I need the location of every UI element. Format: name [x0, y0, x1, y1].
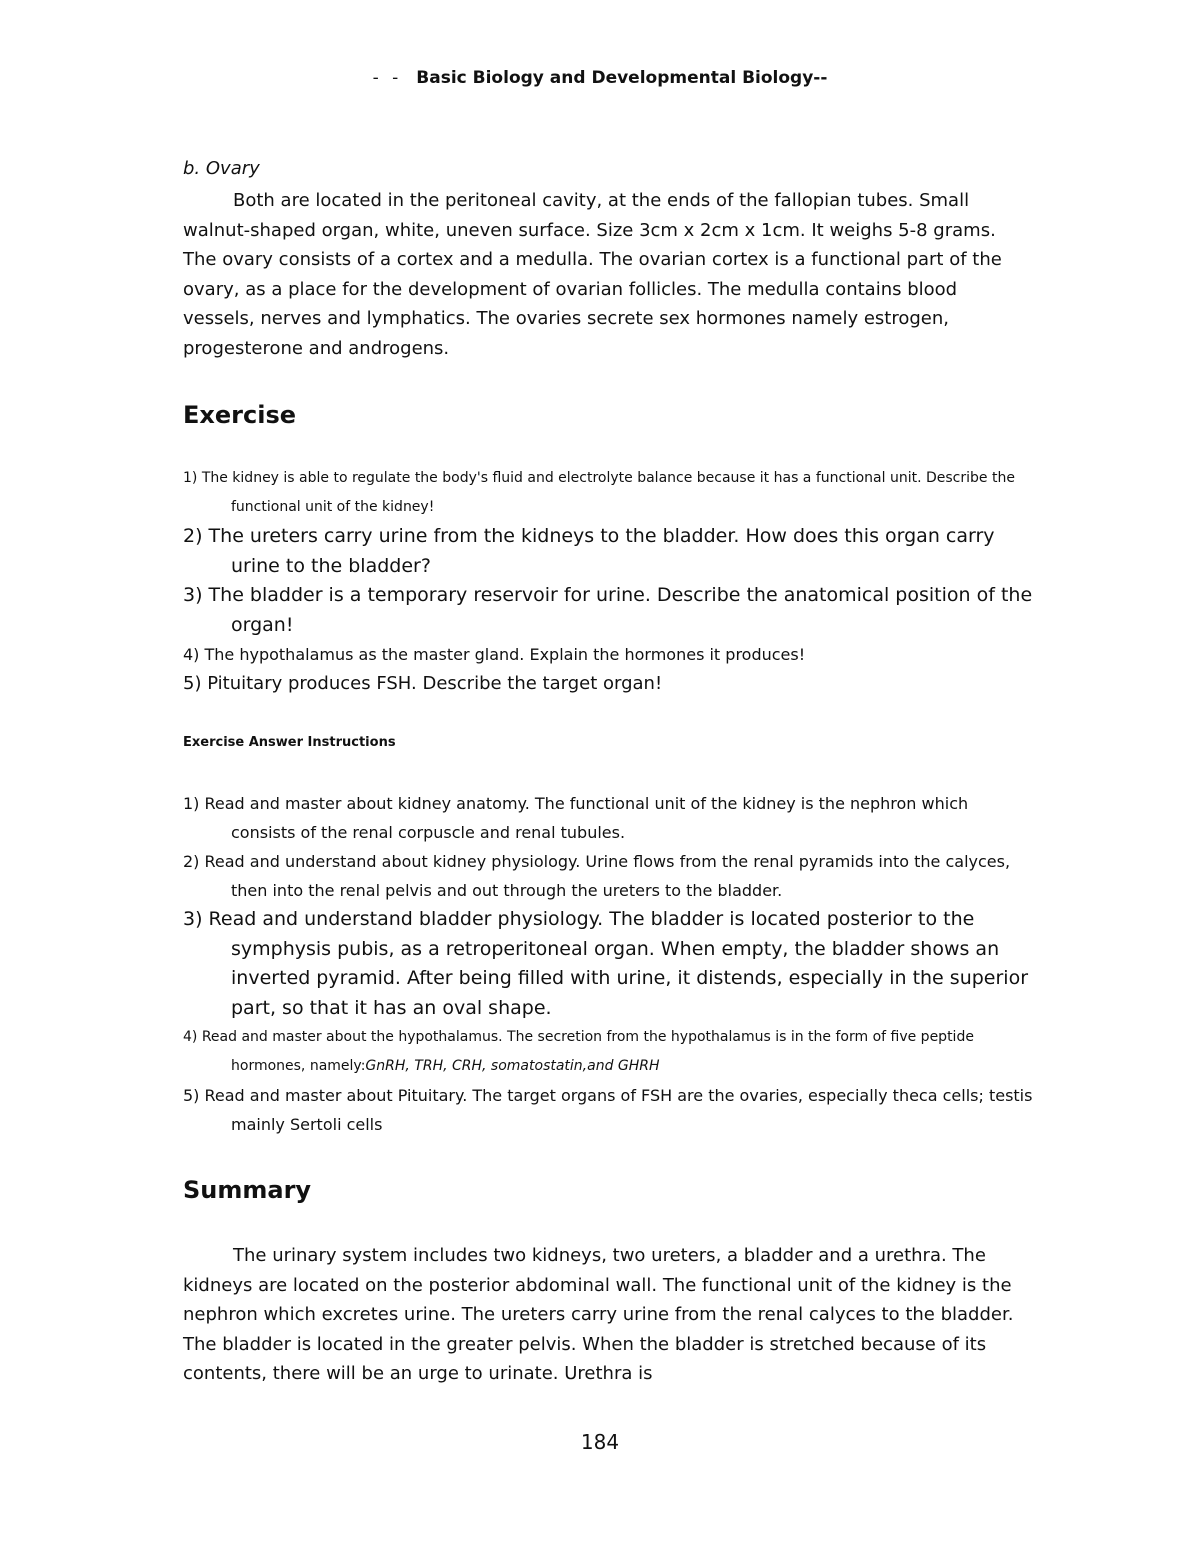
answer-item-4-text: 4) Read and master about the hypothalamus. The secretion from the hypothalamus is in the form of five peptide hormones, namely:	[183, 1029, 974, 1074]
ovary-paragraph	[183, 186, 1033, 363]
answer-item-2: 2) Read and understand about kidney physiology. Urine flows from the renal pyramids into the calyces, then into the renal pelvis and out through the ureters to the bladder.	[183, 852, 1011, 900]
answer-list	[183, 789, 1033, 1139]
summary-paragraph-text: The urinary system includes two kidneys, two ureters, a bladder and a urethra. The kidneys are located on the posterior abdominal wall. The functional unit of the kidney is the nephron which excretes urine. The ureters carry urine from the renal calyces to the bladder. The bladder is located in the greater pelvis. When the bladder is stretched because of its contents, there will be an urge to urinate. Urethra is	[183, 1245, 1014, 1384]
answer-item-4-hormones: GnRH, TRH, CRH, somatostatin,and GHRH	[365, 1058, 660, 1074]
exercise-item-5: 5) Pituitary produces FSH. Describe the target organ!	[183, 673, 663, 694]
ovary-paragraph-text: Both are located in the peritoneal cavity, at the ends of the fallopian tubes. Small walnut-shaped organ, white, uneven surface. Size 3cm x 2cm x 1cm. It weighs 5-8 grams. The ovary consists of a cortex and a medulla. The ovarian cortex is a functional part of the ovary, as a place for the development of ovarian follicles. The medulla contains blood vessels, nerves and lymphatics. The ovaries secrete sex hormones namely estrogen, progesterone and androgens.	[183, 190, 1002, 359]
summary-heading: Summary	[183, 1176, 312, 1204]
header-title: Basic Biology and Developmental Biology--	[416, 68, 828, 88]
answer-item-5: 5) Read and master about Pituitary. The target organs of FSH are the ovaries, especially theca cells; testis mainly Sertoli cells	[183, 1086, 1033, 1134]
exercise-item-3: 3) The bladder is a temporary reservoir for urine. Describe the anatomical position of the organ!	[183, 584, 1033, 636]
header-prefix: - -	[372, 68, 403, 88]
running-header	[0, 68, 1200, 88]
section-subtitle: b. Ovary	[183, 158, 260, 179]
summary-paragraph	[183, 1241, 1033, 1389]
exercise-heading: Exercise	[183, 401, 297, 429]
answer-instructions-heading: Exercise Answer Instructions	[183, 735, 396, 750]
answer-item-4	[183, 1023, 1033, 1081]
answer-item-3: 3) Read and understand bladder physiology. The bladder is located posterior to the symphysis pubis, as a retroperitoneal organ. When empty, the bladder shows an inverted pyramid. After being filled with urine, it distends, especially in the superior part, so that it has an oval shape.	[183, 908, 1029, 1019]
exercise-item-2: 2) The ureters carry urine from the kidneys to the bladder. How does this organ carry urine to the bladder?	[183, 525, 995, 577]
exercise-list	[183, 464, 1033, 699]
answer-item-1: 1) Read and master about kidney anatomy. The functional unit of the kidney is the nephron which consists of the renal corpuscle and renal tubules.	[183, 794, 969, 842]
page-number: 184	[580, 1430, 620, 1454]
exercise-item-1: 1) The kidney is able to regulate the body's fluid and electrolyte balance because it has a functional unit. Describe the functional unit of the kidney!	[183, 470, 1015, 515]
exercise-item-4: 4) The hypothalamus as the master gland. Explain the hormones it produces!	[183, 645, 806, 664]
